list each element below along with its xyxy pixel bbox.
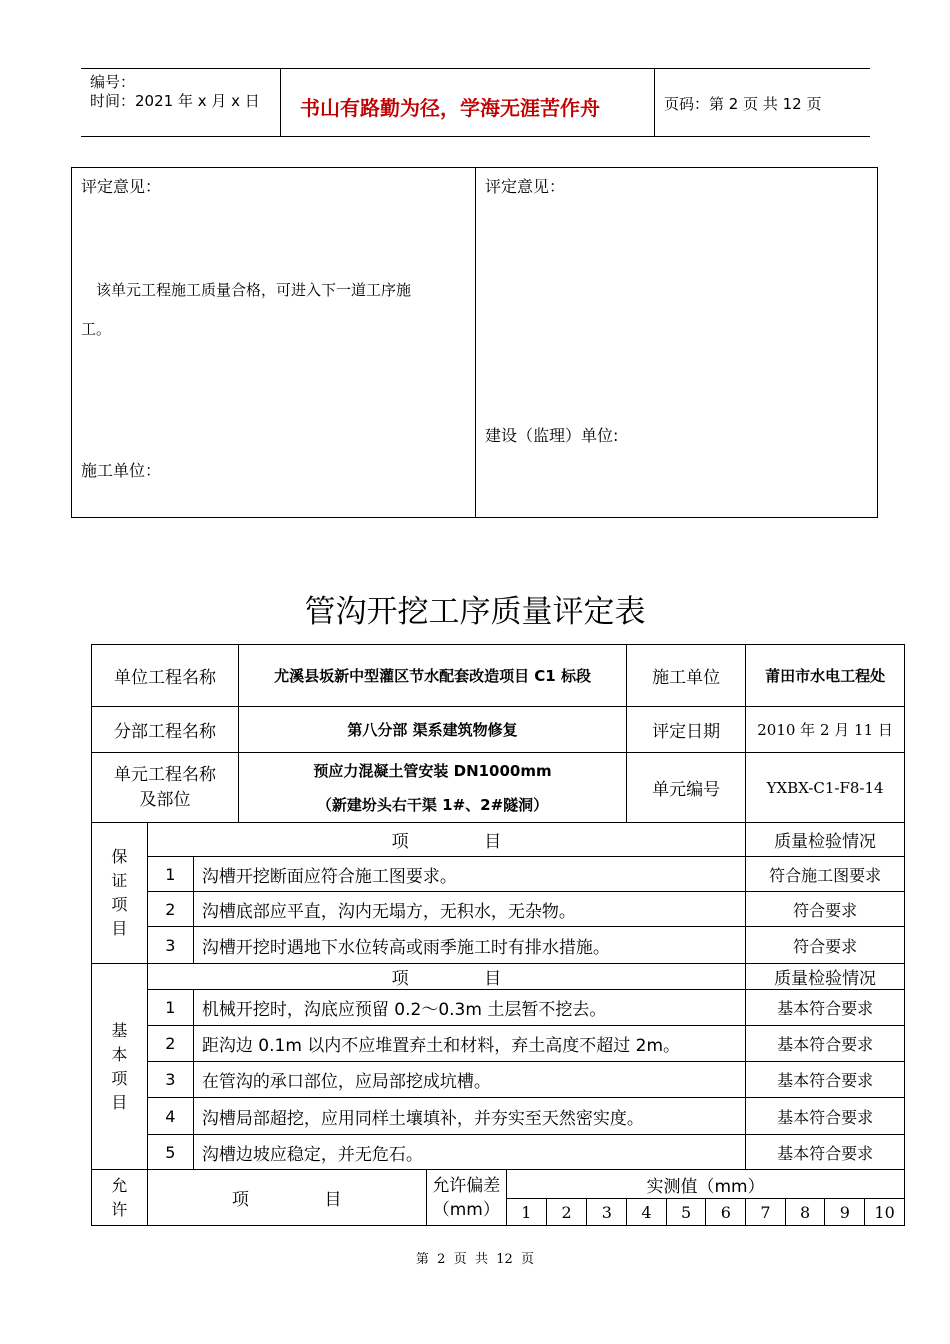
element-no-value: YXBX-C1-F8-14 (746, 753, 905, 823)
basic-row-no: 5 (147, 1135, 193, 1170)
opinion-divider (475, 168, 476, 517)
allowable-side-label (92, 1170, 148, 1226)
basic-row (92, 990, 905, 1026)
basic-row-item: 距沟边 0.1m 以内不应堆置弃土和材料，弃土高度不超过 2m。 (193, 1026, 745, 1062)
guarantee-row-no: 2 (147, 892, 193, 927)
header-page-label: 页码：第 2 页 共 12 页 (664, 95, 822, 113)
guarantee-side-char-4: 目 (111, 919, 128, 938)
basic-side-char-4: 目 (111, 1092, 128, 1112)
basic-row (92, 1026, 905, 1062)
basic-item-header: 项 目 (147, 964, 745, 990)
allowable-deviation-line1: 允许偏差 (432, 1175, 501, 1196)
guarantee-side-char-1: 保 (111, 847, 128, 866)
basic-row-no: 3 (147, 1062, 193, 1098)
basic-row-item: 沟槽局部超挖，应用同样土壤填补，并夯实至天然密实度。 (193, 1098, 745, 1135)
element-label-line2: 及部位 (139, 789, 191, 810)
basic-result-header: 质量检验情况 (746, 964, 905, 990)
basic-side-char-2: 本 (111, 1044, 128, 1064)
guarantee-side-char-3: 项 (111, 895, 128, 914)
header-divider-right (654, 68, 655, 136)
guarantee-item-header: 项 目 (147, 823, 745, 857)
basic-row-item: 沟槽边坡应稳定，并无危石。 (193, 1135, 745, 1170)
header-top-rule (81, 68, 870, 69)
eval-date-value: 2010 年 2 月 11 日 (746, 707, 905, 753)
basic-row (92, 1098, 905, 1135)
guarantee-row-item: 沟槽底部应平直，沟内无塌方，无积水，无杂物。 (193, 892, 745, 927)
element-value-line1: 预应力混凝土管安装 DN1000mm (313, 761, 552, 780)
element-value-line2: （新建坋头右干渠 1#、2#隧洞） (316, 795, 549, 814)
basic-row-result: 基本符合要求 (746, 1098, 905, 1135)
construction-unit-sign: 施工单位： (81, 461, 162, 480)
quality-evaluation-table (91, 644, 905, 1226)
measured-col: 7 (746, 1199, 786, 1226)
basic-row-result: 基本符合要求 (746, 1062, 905, 1098)
basic-row-no: 1 (147, 990, 193, 1026)
element-label (92, 753, 239, 823)
construction-unit-value: 莆田市水电工程处 (746, 645, 905, 707)
measured-col: 2 (546, 1199, 587, 1226)
allowable-deviation-line2: （mm） (432, 1199, 500, 1220)
guarantee-row-no: 3 (147, 927, 193, 964)
guarantee-row-result: 符合要求 (746, 927, 905, 964)
measured-col: 3 (587, 1199, 627, 1226)
basic-row-result: 基本符合要求 (746, 1135, 905, 1170)
guarantee-row-item: 沟槽开挖断面应符合施工图要求。 (193, 857, 745, 892)
measured-col: 4 (627, 1199, 667, 1226)
guarantee-side-label (92, 823, 148, 964)
measured-col: 9 (825, 1199, 865, 1226)
measured-col: 5 (666, 1199, 706, 1226)
basic-row (92, 1062, 905, 1098)
info-row-sub-project (92, 707, 905, 753)
basic-header-row (92, 964, 905, 990)
element-label-line1: 单元工程名称 (113, 764, 216, 785)
basic-row-no: 4 (147, 1098, 193, 1135)
guarantee-result-header: 质量检验情况 (746, 823, 905, 857)
allowable-item-header: 项 目 (147, 1170, 426, 1226)
allowable-deviation-header (426, 1170, 506, 1226)
basic-side-char-1: 基 (111, 1020, 128, 1040)
header-number-label: 编号： (90, 73, 136, 91)
header-bottom-rule (81, 136, 870, 137)
right-opinion-title: 评定意见： (485, 177, 566, 196)
info-row-element (92, 753, 905, 823)
unit-project-value: 尤溪县坂新中型灌区节水配套改造项目 C1 标段 (238, 645, 626, 707)
sub-project-label: 分部工程名称 (92, 707, 239, 753)
allowable-header-row (92, 1170, 905, 1199)
guarantee-row-result: 符合施工图要求 (746, 857, 905, 892)
guarantee-row (92, 927, 905, 964)
header-slogan: 书山有路勤为径，学海无涯苦作舟 (300, 96, 600, 120)
header-date-label: 时间：2021 年 x 月 x 日 (90, 92, 260, 110)
basic-row (92, 1135, 905, 1170)
form-title: 管沟开挖工序质量评定表 (304, 594, 646, 630)
guarantee-row-result: 符合要求 (746, 892, 905, 927)
measured-col: 1 (507, 1199, 547, 1226)
basic-row-item: 机械开挖时，沟底应预留 0.2～0.3m 土层暂不挖去。 (193, 990, 745, 1026)
supervision-unit-sign: 建设（监理）单位: (485, 426, 619, 445)
basic-row-result: 基本符合要求 (746, 1026, 905, 1062)
measured-col: 6 (706, 1199, 746, 1226)
element-no-label: 单元编号 (627, 753, 746, 823)
guarantee-row-no: 1 (147, 857, 193, 892)
measured-col: 8 (785, 1199, 825, 1226)
left-opinion-title: 评定意见： (81, 177, 162, 196)
allowable-side-char-1: 允 (111, 1175, 128, 1195)
measured-values-header: 实测值（mm） (507, 1170, 905, 1199)
basic-side-label (92, 964, 148, 1170)
guarantee-row (92, 892, 905, 927)
basic-row-result: 基本符合要求 (746, 990, 905, 1026)
guarantee-header-row (92, 823, 905, 857)
element-value (238, 753, 626, 823)
measured-col: 10 (865, 1199, 905, 1226)
guarantee-row (92, 857, 905, 892)
guarantee-row-item: 沟槽开挖时遇地下水位转高或雨季施工时有排水措施。 (193, 927, 745, 964)
basic-row-item: 在管沟的承口部位，应局部挖成坑槽。 (193, 1062, 745, 1098)
eval-date-label: 评定日期 (627, 707, 746, 753)
opinion-box (71, 167, 878, 518)
left-opinion-text-2: 工。 (81, 320, 112, 338)
unit-project-label: 单位工程名称 (92, 645, 239, 707)
header-divider-left (280, 68, 281, 136)
sub-project-value: 第八分部 渠系建筑物修复 (238, 707, 626, 753)
guarantee-side-char-2: 证 (111, 871, 128, 890)
left-opinion-text-1: 该单元工程施工质量合格，可进入下一道工序施 (96, 281, 412, 299)
info-row-unit-project (92, 645, 905, 707)
allowable-side-char-2: 许 (111, 1199, 128, 1219)
basic-side-char-3: 项 (111, 1068, 128, 1088)
construction-unit-label: 施工单位 (627, 645, 746, 707)
basic-row-no: 2 (147, 1026, 193, 1062)
page-footer: 第 2 页 共 12 页 (415, 1252, 535, 1267)
